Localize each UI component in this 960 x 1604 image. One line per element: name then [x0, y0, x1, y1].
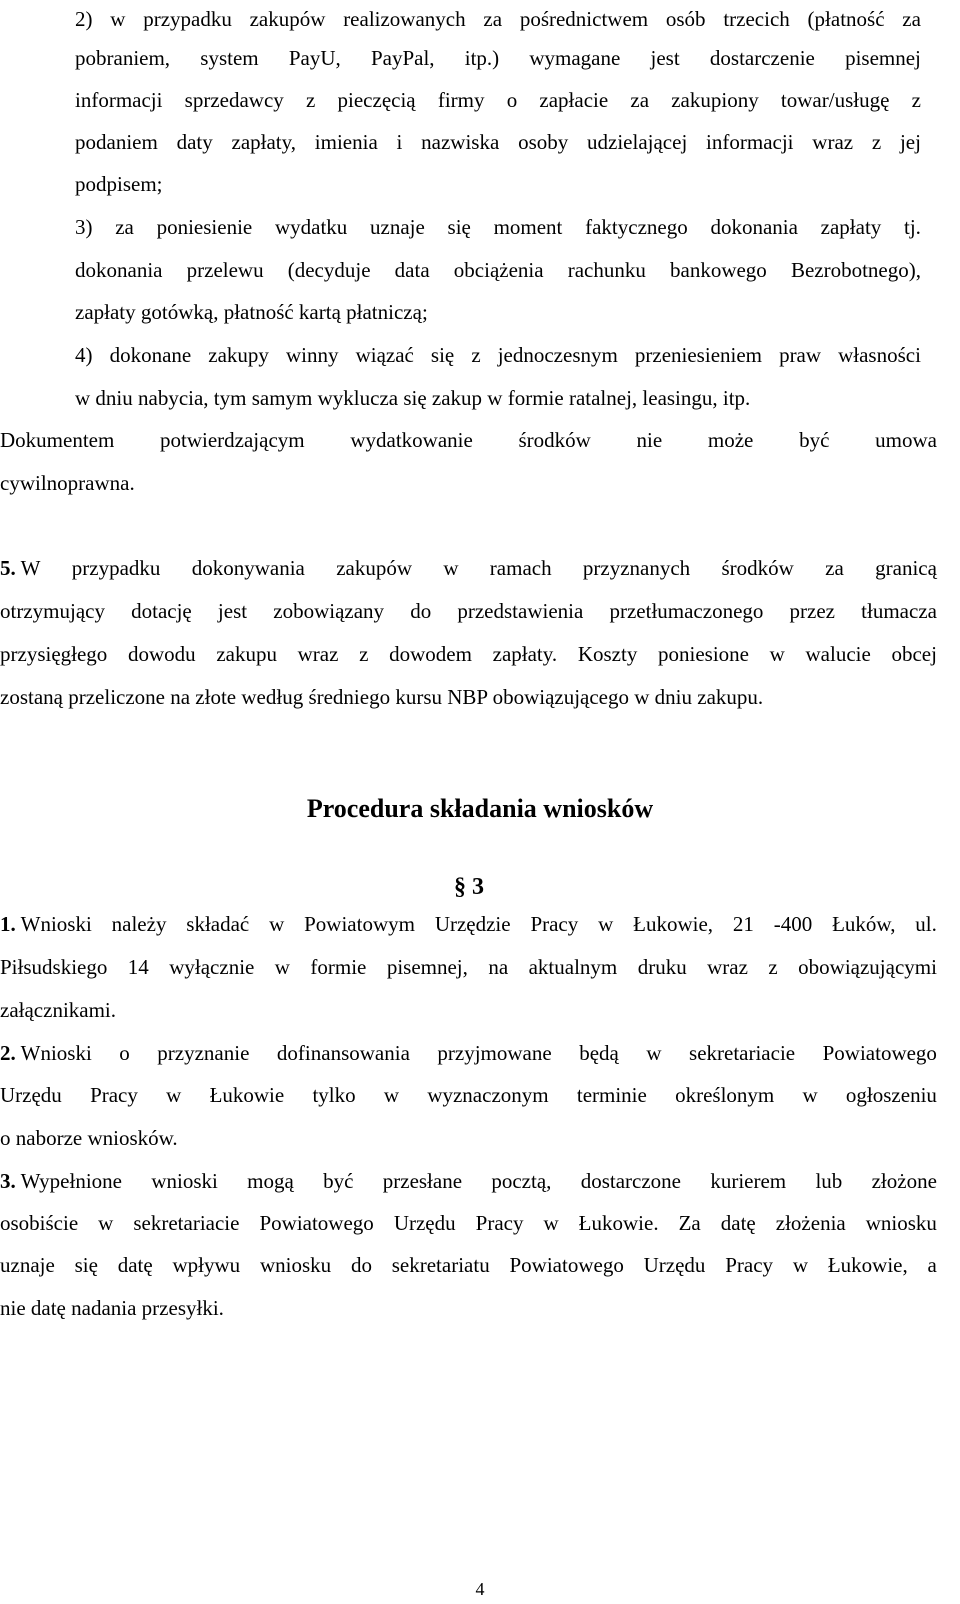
word: z	[359, 642, 369, 666]
word: informacji	[706, 130, 794, 154]
point-number-and-first-word: 5. W	[0, 556, 41, 580]
point-5-line-1	[0, 554, 937, 582]
word: przetłumaczonego	[609, 599, 764, 623]
word: dokonania	[75, 258, 163, 282]
word: walucie	[805, 642, 871, 666]
word: ogłoszeniu	[845, 1083, 937, 1107]
word: dowodem	[389, 642, 472, 666]
point-3-line-2	[0, 1209, 937, 1237]
word: aktualnym	[528, 955, 618, 979]
word: zakupów	[249, 7, 326, 31]
point-3-line-1	[0, 1167, 937, 1195]
word: Łukowie,	[633, 912, 714, 936]
word: przypadku	[143, 7, 232, 31]
word: zapłaty.	[492, 642, 558, 666]
word: przypadku	[71, 556, 161, 580]
word: Dokumentem	[0, 428, 115, 452]
word: 4)	[75, 343, 93, 367]
word: w	[792, 1253, 809, 1277]
word: wymagane	[529, 46, 621, 70]
civil-contract-note-line-2: cywilnoprawna.	[0, 471, 135, 495]
word: poniesienie	[156, 215, 253, 239]
word: mogą	[247, 1169, 294, 1193]
word: zapłacie	[539, 88, 609, 112]
word: pobraniem,	[75, 46, 171, 70]
word: w	[110, 7, 126, 31]
word: z	[471, 343, 481, 367]
word: osobiście	[0, 1211, 79, 1235]
word: firmy	[437, 88, 485, 112]
word: w	[598, 912, 614, 936]
word: daty	[176, 130, 213, 154]
word: ramach	[489, 556, 552, 580]
word: środków	[518, 428, 591, 452]
list-item-2-line-2	[75, 44, 921, 72]
word: wpływu	[172, 1253, 241, 1277]
word: Łukowie	[209, 1083, 285, 1107]
word: Łuków,	[832, 912, 896, 936]
list-item-2-line-5: podpisem;	[75, 172, 163, 196]
word: z	[911, 88, 921, 112]
word: Pracy	[475, 1211, 524, 1235]
word: składać	[186, 912, 250, 936]
word: przyznanie	[157, 1041, 250, 1065]
word: 14	[127, 955, 149, 979]
point-2-line-2	[0, 1081, 937, 1109]
word: złożone	[871, 1169, 937, 1193]
point-5-line-3	[0, 640, 937, 668]
word: zakupiony	[671, 88, 759, 112]
word: za	[115, 215, 134, 239]
word: własności	[838, 343, 921, 367]
word: środków	[721, 556, 794, 580]
word: datę	[117, 1253, 153, 1277]
word: i	[396, 130, 403, 154]
word: PayU,	[288, 46, 341, 70]
word: imienia	[314, 130, 378, 154]
word: wniosku	[259, 1253, 332, 1277]
word: się	[74, 1253, 98, 1277]
word: osób	[665, 7, 706, 31]
word: Łukowie.	[578, 1211, 659, 1235]
word: w	[543, 1211, 559, 1235]
word: przesłane	[382, 1169, 463, 1193]
point-3-line-3	[0, 1251, 937, 1279]
word: Pracy	[725, 1253, 774, 1277]
word: potwierdzającym	[160, 428, 305, 452]
word: w	[98, 1211, 114, 1235]
word: w	[269, 912, 285, 936]
list-item-2-line-3	[75, 86, 921, 114]
section-number: § 3	[454, 874, 484, 900]
word: realizowanych	[343, 7, 466, 31]
list-item-3-line-2	[75, 256, 921, 284]
word: 21	[732, 912, 754, 936]
word: przedstawienia	[457, 599, 584, 623]
word: zapłaty	[820, 215, 882, 239]
word: trzecich	[723, 7, 790, 31]
word: sekretariacie	[689, 1041, 796, 1065]
word: pośrednictwem	[519, 7, 649, 31]
word: dokonane	[109, 343, 192, 367]
word: uznaje	[0, 1253, 55, 1277]
word: obciążenia	[453, 258, 544, 282]
word: dofinansowania	[276, 1041, 410, 1065]
word: Pracy	[530, 912, 579, 936]
point-5-line-2	[0, 597, 937, 625]
word: umowa	[875, 428, 937, 452]
word: pisemnej,	[386, 955, 468, 979]
word: granicą	[875, 556, 937, 580]
word: druku	[637, 955, 687, 979]
word: data	[394, 258, 430, 282]
word: dostarczone	[580, 1169, 682, 1193]
word: zobowiązany	[273, 599, 385, 623]
word: informacji	[75, 88, 163, 112]
point-number-and-first-word: 2. Wnioski	[0, 1041, 92, 1065]
word: lub	[815, 1169, 843, 1193]
word: należy	[111, 912, 167, 936]
word: przyjmowane	[437, 1041, 552, 1065]
word: Urzędu	[393, 1211, 456, 1235]
point-2-line-1	[0, 1039, 937, 1067]
word: nazwiska	[421, 130, 500, 154]
word: wyznaczonym	[427, 1083, 549, 1107]
word: otrzymujący	[0, 599, 105, 623]
word: 2)	[75, 7, 93, 31]
word: z	[871, 130, 882, 154]
word: przez	[789, 599, 836, 623]
word: w	[769, 642, 785, 666]
word: w	[383, 1083, 400, 1107]
point-1-line-1	[0, 910, 937, 938]
word: będą	[579, 1041, 619, 1065]
word: sekretariatu	[391, 1253, 490, 1277]
word: Koszty	[577, 642, 638, 666]
word: kurierem	[710, 1169, 787, 1193]
word: faktycznego	[585, 215, 688, 239]
word: Urzędu	[643, 1253, 706, 1277]
word: wraz	[297, 642, 339, 666]
word: pocztą,	[491, 1169, 552, 1193]
word: dostarczenie	[709, 46, 815, 70]
point-number-and-first-word: 1. Wnioski	[0, 912, 92, 936]
word: Powiatowego	[822, 1041, 937, 1065]
word: Urzędu	[0, 1083, 62, 1107]
word: itp.)	[464, 46, 500, 70]
word: się	[430, 343, 455, 367]
word: tłumacza	[861, 599, 937, 623]
list-item-2-line-1	[75, 5, 921, 33]
list-item-3-line-3: zapłaty gotówką, płatność kartą płatniczą;	[75, 300, 428, 324]
word: zakupów	[336, 556, 412, 580]
word: jest	[217, 599, 248, 623]
point-number-and-first-word: 3. Wypełnione	[0, 1169, 122, 1193]
word: wraz	[812, 130, 854, 154]
word: pieczęcią	[337, 88, 416, 112]
word: towar/usługę	[780, 88, 890, 112]
page-number: 4	[475, 1579, 485, 1599]
word: poniesione	[658, 642, 749, 666]
word: pisemnej	[845, 46, 921, 70]
word: a	[927, 1253, 937, 1277]
word: uznaje	[370, 215, 425, 239]
word: Bezrobotnego),	[790, 258, 921, 282]
word: wraz	[707, 955, 748, 979]
word: do	[410, 599, 432, 623]
word: udzielającej	[587, 130, 688, 154]
word: przyznanych	[582, 556, 691, 580]
word: w	[166, 1083, 182, 1107]
word: podaniem	[75, 130, 158, 154]
word: (decyduje	[287, 258, 371, 282]
word: terminie	[576, 1083, 647, 1107]
word: przeniesieniem	[634, 343, 762, 367]
word: wyłącznie	[169, 955, 255, 979]
word: zakupu	[216, 642, 277, 666]
word: w	[802, 1083, 818, 1107]
word: być	[323, 1169, 354, 1193]
word: za	[902, 7, 921, 31]
word: wnioski	[151, 1169, 218, 1193]
word: Pracy	[90, 1083, 138, 1107]
word: się	[447, 215, 471, 239]
word: przelewu	[186, 258, 264, 282]
word: do	[350, 1253, 372, 1277]
civil-contract-note-line-1	[0, 426, 937, 454]
word: dowodu	[127, 642, 196, 666]
word: jej	[899, 130, 921, 154]
word: wiązać	[355, 343, 414, 367]
word: zakupy	[208, 343, 269, 367]
word: Urzędzie	[434, 912, 511, 936]
word: Łukowie,	[827, 1253, 908, 1277]
word: jednoczesnym	[497, 343, 618, 367]
word: Powiatowego	[509, 1253, 624, 1277]
point-1-line-2	[0, 953, 937, 981]
point-2-line-3: o naborze wniosków.	[0, 1126, 178, 1150]
word: dokonywania	[191, 556, 305, 580]
point-1-line-3: załącznikami.	[0, 998, 117, 1022]
word: o	[119, 1041, 130, 1065]
word: Powiatowego	[259, 1211, 374, 1235]
word: określonym	[675, 1083, 775, 1107]
word: dokonania	[710, 215, 798, 239]
word: jest	[650, 46, 680, 70]
word: być	[799, 428, 830, 452]
word: w	[274, 955, 290, 979]
word: Za	[678, 1211, 701, 1235]
word: sekretariacie	[133, 1211, 240, 1235]
word: system	[200, 46, 259, 70]
word: sprzedawcy	[184, 88, 284, 112]
word: ul.	[915, 912, 937, 936]
word: obowiązującymi	[798, 955, 937, 979]
point-3-line-4: nie datę nadania przesyłki.	[0, 1296, 224, 1320]
word: w	[443, 556, 459, 580]
word: PayPal,	[370, 46, 435, 70]
word: osoby	[518, 130, 569, 154]
word: tj.	[904, 215, 921, 239]
word: może	[707, 428, 754, 452]
word: z	[306, 88, 316, 112]
word: za	[630, 88, 650, 112]
word: Powiatowym	[304, 912, 415, 936]
word: na	[488, 955, 509, 979]
word: Piłsudskiego	[0, 955, 108, 979]
list-item-4-line-2: w dniu nabycia, tym samym wyklucza się zakup w formie ratalnej, leasingu, itp.	[75, 386, 751, 410]
word: bankowego	[670, 258, 767, 282]
list-item-4-line-1	[75, 341, 921, 369]
word: praw	[779, 343, 822, 367]
word: -400	[773, 912, 813, 936]
word: przysięgłego	[0, 642, 108, 666]
list-item-3-line-1	[75, 213, 921, 241]
word: wniosku	[865, 1211, 937, 1235]
word: moment	[493, 215, 563, 239]
word: rachunku	[567, 258, 646, 282]
word: wydatkowanie	[350, 428, 473, 452]
word: zapłaty,	[231, 130, 297, 154]
word: za	[825, 556, 844, 580]
word: formie	[310, 955, 367, 979]
word: datę	[720, 1211, 756, 1235]
point-5-line-4: zostaną przeliczone na złote według średniego kursu NBP obowiązującego w dniu zakupu.	[0, 685, 764, 709]
list-item-2-line-4	[75, 128, 921, 156]
word: obcej	[891, 642, 937, 666]
word: (płatność	[807, 7, 885, 31]
word: tylko	[312, 1083, 356, 1107]
word: winny	[286, 343, 339, 367]
word: wydatku	[274, 215, 348, 239]
word: 3)	[75, 215, 93, 239]
word: nie	[636, 428, 663, 452]
section-heading: Procedura składania wniosków	[306, 794, 654, 823]
word: dotację	[131, 599, 192, 623]
word: z	[768, 955, 778, 979]
word: w	[646, 1041, 662, 1065]
word: o	[506, 88, 518, 112]
word: za	[483, 7, 503, 31]
word: złożenia	[775, 1211, 846, 1235]
